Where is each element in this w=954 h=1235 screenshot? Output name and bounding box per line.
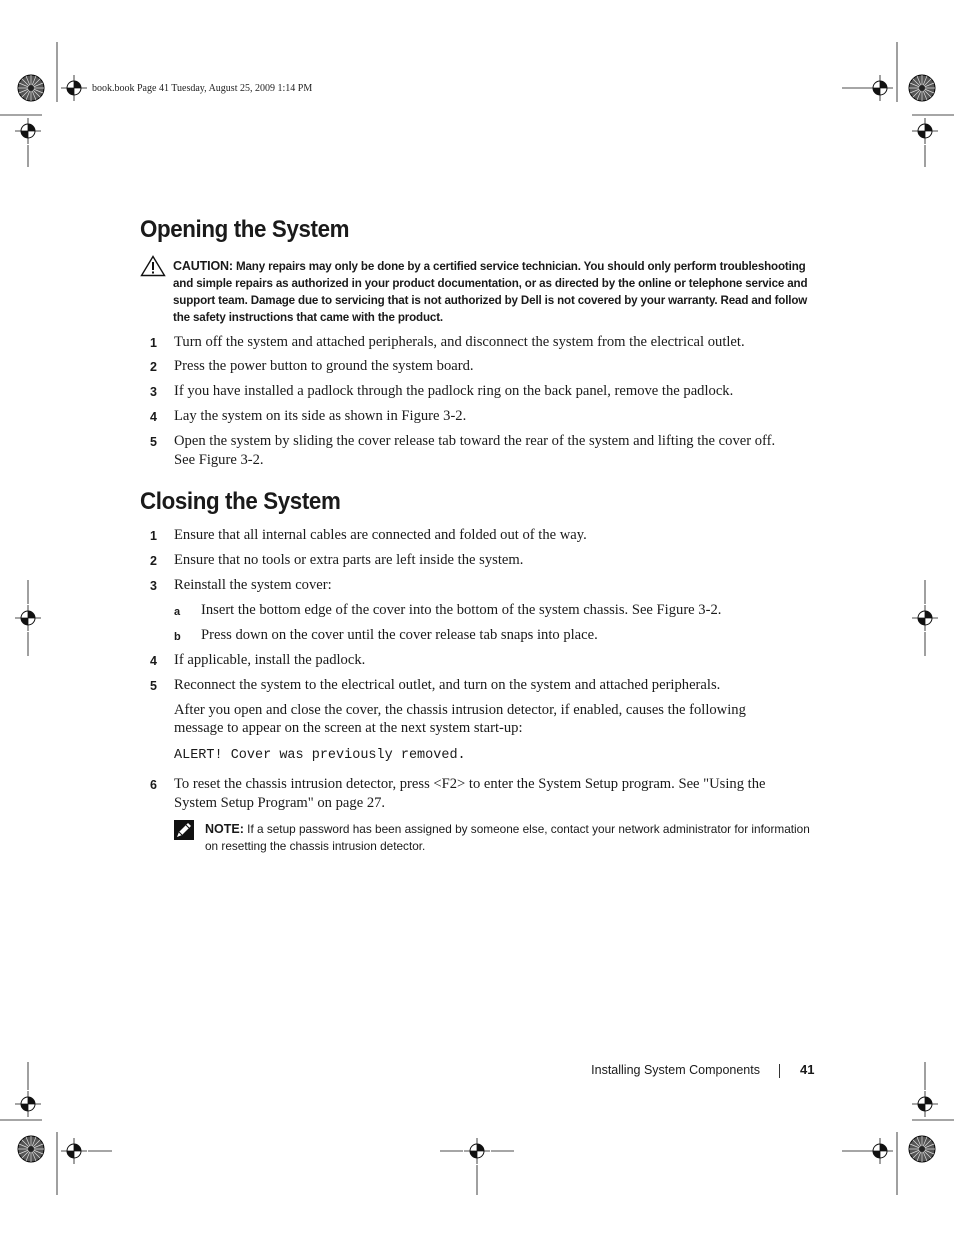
step-number: 6 (150, 778, 157, 792)
step-number: 1 (150, 529, 157, 543)
print-header-stamp: book.book Page 41 Tuesday, August 25, 2009 1:14 PM (92, 83, 313, 94)
footer-divider (779, 1064, 780, 1078)
step-number: 1 (150, 336, 157, 350)
heading-opening-the-system: Opening the System (140, 216, 350, 243)
step-text: Press the power button to ground the system board. (174, 358, 474, 374)
explanation-paragraph-line-1: After you open and close the cover, the chassis intrusion detector, if enabled, causes the following (174, 702, 746, 718)
step-text: Open the system by sliding the cover release tab toward the rear of the system and lifting the cover off. (174, 433, 776, 449)
step-number: 4 (150, 410, 157, 424)
note-notice (205, 821, 815, 855)
substep-letter: b (174, 631, 181, 643)
note-pencil-icon (174, 820, 194, 840)
alert-message-code: ALERT! Cover was previously removed. (174, 748, 466, 763)
step-text-continued: System Setup Program" on page 27. (174, 795, 386, 811)
step-text: If you have installed a padlock through the padlock ring on the back panel, remove the padlock. (174, 383, 734, 399)
footer-section-title: Installing System Components (591, 1063, 760, 1077)
step-text: Reconnect the system to the electrical outlet, and turn on the system and attached peripherals. (174, 677, 721, 693)
substep-text: Press down on the cover until the cover release tab snaps into place. (201, 627, 598, 643)
page-number: 41 (800, 1062, 815, 1077)
step-text: Ensure that no tools or extra parts are left inside the system. (174, 552, 524, 568)
caution-triangle-icon (140, 255, 166, 277)
note-label: NOTE: (205, 822, 244, 836)
step-text-continued: See Figure 3-2. (174, 452, 264, 468)
substep-text: Insert the bottom edge of the cover into the bottom of the system chassis. See Figure 3-2. (201, 602, 722, 618)
step-text: Turn off the system and attached peripherals, and disconnect the system from the electrical outlet. (174, 334, 745, 350)
caution-notice (173, 258, 818, 326)
step-number: 3 (150, 385, 157, 399)
step-number: 2 (150, 554, 157, 568)
note-text: If a setup password has been assigned by someone else, contact your network administrator for information on resetting the chassis intrusion detector. (205, 822, 810, 853)
step-number: 4 (150, 654, 157, 668)
step-text: To reset the chassis intrusion detector, press <F2> to enter the System Setup program. See "Using the (174, 776, 766, 792)
substep-letter: a (174, 606, 181, 618)
step-number: 5 (150, 435, 157, 449)
heading-closing-the-system: Closing the System (140, 488, 341, 515)
step-text: If applicable, install the padlock. (174, 652, 366, 668)
step-number: 5 (150, 679, 157, 693)
step-text: Lay the system on its side as shown in Figure 3-2. (174, 408, 467, 424)
explanation-paragraph-line-2: message to appear on the screen at the next system start-up: (174, 720, 523, 736)
step-text: Ensure that all internal cables are connected and folded out of the way. (174, 527, 587, 543)
caution-text: Many repairs may only be done by a certified service technician. You should only perform troubleshooting and simple repairs as authorized in your product documentation, or as directed by the online or telephone service and support team. Damage due to servicing that is not authorized by Dell is not covered by your warranty. Read and follow the safety instructions that came with the product. (173, 260, 808, 324)
step-number: 3 (150, 579, 157, 593)
step-text: Reinstall the system cover: (174, 577, 332, 593)
step-number: 2 (150, 360, 157, 374)
caution-label: CAUTION: (173, 259, 233, 273)
